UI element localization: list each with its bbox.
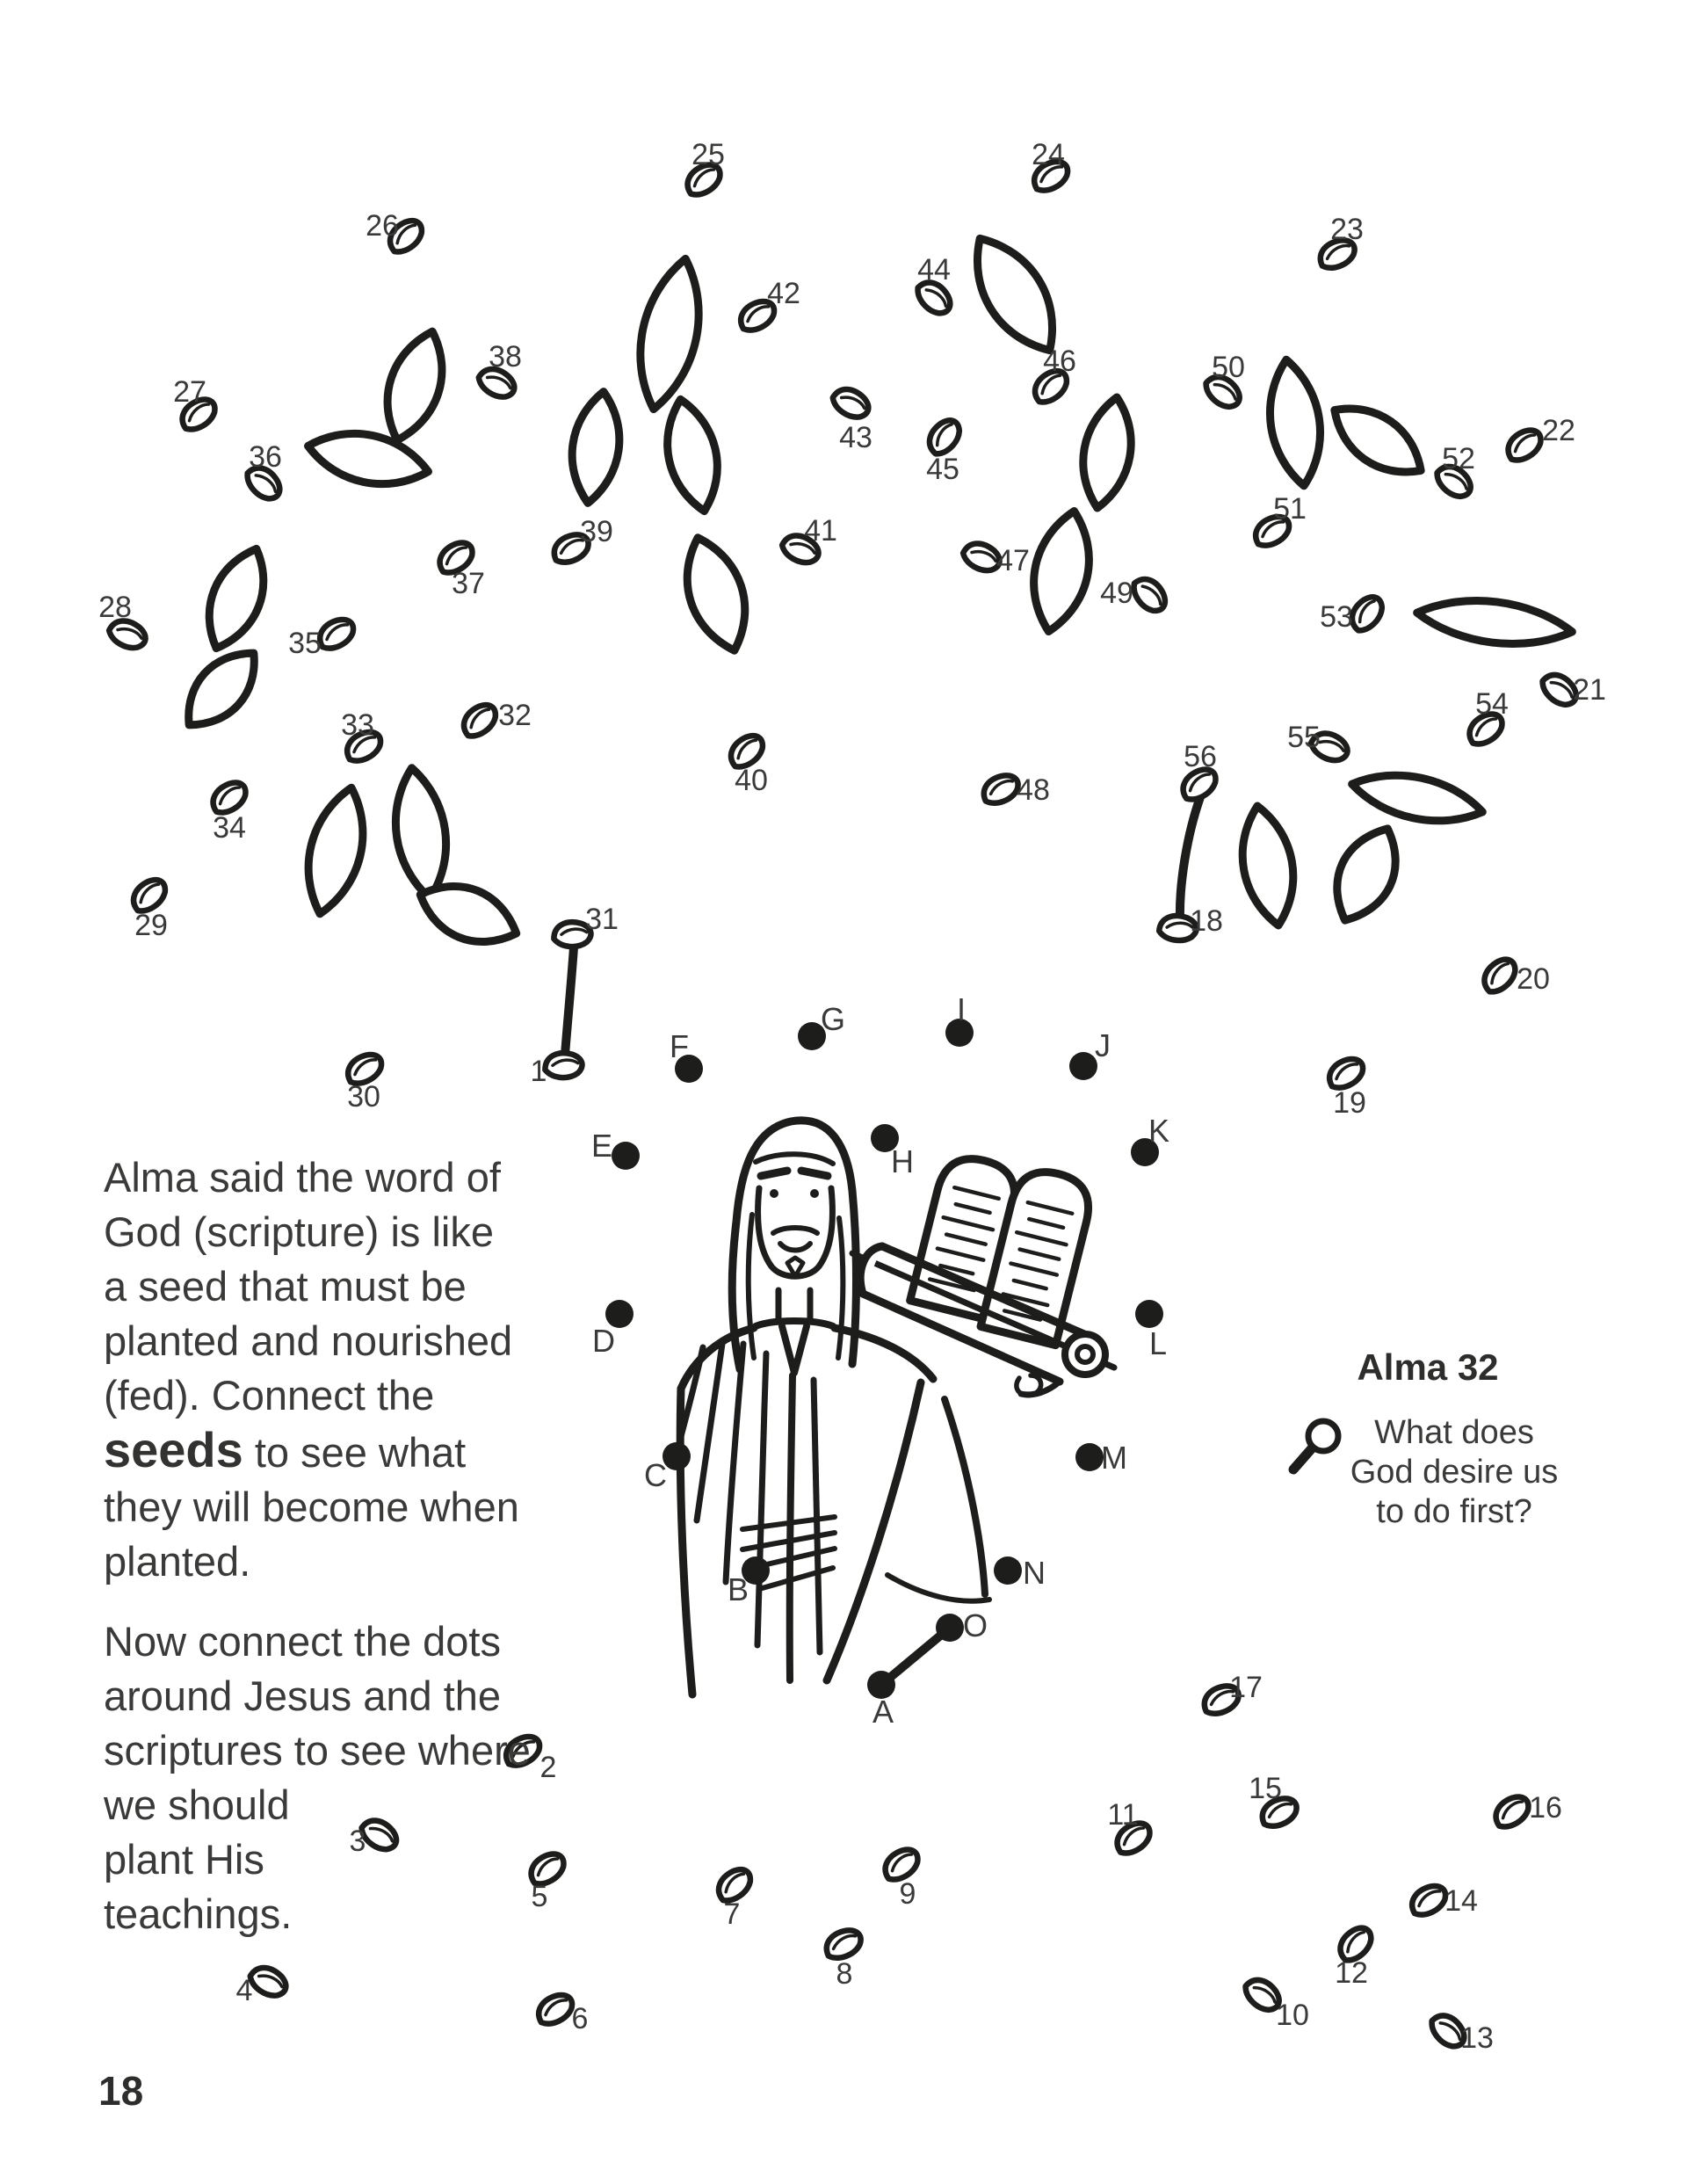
seed-marker[interactable] [535, 1992, 576, 2027]
seed-marker[interactable] [1326, 1056, 1366, 1091]
seed-shape[interactable] [1503, 427, 1546, 463]
seed-shape[interactable] [208, 780, 250, 816]
seed-marker[interactable] [1131, 574, 1169, 617]
seed-number-label: 15 [1249, 1772, 1282, 1805]
leaf-shape [373, 323, 456, 447]
seed-marker[interactable] [1491, 1794, 1533, 1830]
letter-label: I [956, 991, 967, 1027]
seed-number-label: 9 [899, 1877, 916, 1911]
seed-shape[interactable] [1478, 955, 1522, 995]
letter-label: C [644, 1457, 667, 1493]
seed-number-label: 37 [452, 567, 485, 600]
seed-number-label: 7 [723, 1897, 741, 1931]
seed-number-label: 13 [1460, 2021, 1494, 2055]
letter-label: J [1095, 1027, 1111, 1063]
seed-number-label: 6 [571, 2002, 589, 2035]
instructions-paragraph-2: Now connect the dots around Jesus and the scriptures to see where we should plant His teachings. [104, 1618, 531, 1937]
seed-number-label: 53 [1320, 600, 1353, 634]
letter-dot[interactable] [1135, 1300, 1163, 1328]
seed-shape[interactable] [535, 1992, 576, 2027]
seed-number-label: 49 [1100, 577, 1133, 610]
letter-dot[interactable] [994, 1556, 1022, 1585]
seed-number-label: 39 [580, 515, 613, 548]
seed-shape[interactable] [824, 1928, 864, 1960]
letter-label: A [872, 1694, 894, 1730]
seed-number-label: 2 [539, 1751, 557, 1784]
leaf-shape [1321, 817, 1412, 932]
seed-number-label: 55 [1287, 721, 1321, 754]
letter-label: O [962, 1607, 988, 1643]
seed-number-label: 23 [1330, 213, 1364, 246]
seed-number-label: 5 [531, 1880, 548, 1913]
seed-marker[interactable] [1503, 427, 1546, 463]
seed-number-label: 27 [173, 375, 206, 409]
seed-number-label: 19 [1333, 1086, 1366, 1120]
jesus-illustration [677, 1121, 1114, 1694]
seed-shape[interactable] [923, 416, 967, 457]
instructions-paragraph-1: Alma said the word of God (scripture) is like a seed that must be planted and nourished (fed). Connect the seeds to see what they will become when planted. [104, 1154, 519, 1585]
seed-shape[interactable] [829, 381, 872, 424]
seed-number-label: 36 [249, 440, 282, 474]
seed-number-label: 48 [1017, 773, 1050, 807]
seed-marker[interactable] [459, 701, 502, 740]
letter-label: D [592, 1323, 615, 1359]
seed-number-label: 47 [996, 544, 1030, 577]
seed-number-label: 54 [1475, 687, 1509, 721]
leaf-shape [1075, 393, 1140, 512]
seed-number-label: 51 [1273, 492, 1307, 526]
seed-number-label: 44 [917, 253, 951, 287]
seed-number-label: 18 [1190, 904, 1223, 938]
seed-number-label: 11 [1107, 1798, 1139, 1832]
letter-dot[interactable] [612, 1142, 640, 1170]
seed-shape[interactable] [1326, 1056, 1366, 1091]
seed-number-label: 24 [1032, 138, 1065, 171]
seed-number-label: 43 [839, 421, 872, 454]
letter-dot[interactable] [1075, 1443, 1104, 1471]
seed-shape[interactable] [1131, 574, 1169, 617]
scripture-reference-title: Alma 32 [1357, 1346, 1499, 1388]
leaf-shape [1023, 505, 1100, 636]
seed-number-label: 25 [691, 138, 725, 171]
leaf-shape [673, 530, 760, 659]
seed-number-label: 50 [1212, 351, 1245, 384]
leaf-shape [295, 781, 375, 919]
seed-number-label: 4 [235, 1974, 253, 2007]
seed-marker[interactable] [1478, 955, 1522, 995]
seed-shape[interactable] [459, 701, 502, 740]
seed-marker[interactable] [247, 1960, 290, 2003]
seed-marker[interactable] [1408, 1883, 1449, 1918]
page-number: 18 [98, 2068, 144, 2114]
letter-label: N [1023, 1555, 1046, 1591]
seed-number-label: 40 [735, 764, 768, 797]
leaf-shape [387, 765, 454, 902]
leaf-shape [657, 395, 728, 516]
seed-number-label: 22 [1542, 414, 1575, 447]
seed-number-label: 17 [1229, 1671, 1263, 1704]
seed-marker[interactable] [923, 416, 967, 457]
leaf-shape [1348, 764, 1487, 831]
letter-label: G [820, 1001, 846, 1037]
seed-marker[interactable] [981, 773, 1021, 805]
letter-label: L [1148, 1325, 1168, 1361]
letter-label: E [590, 1128, 613, 1164]
seed-marker[interactable] [824, 1928, 864, 1960]
letter-label: B [727, 1571, 749, 1607]
seed-number-label: 35 [288, 627, 322, 660]
seed-number-label: 31 [585, 903, 619, 936]
seed-marker[interactable] [208, 780, 250, 816]
seed-number-label: 30 [347, 1080, 380, 1114]
seed-number-label: 8 [836, 1957, 853, 1991]
seed-shape[interactable] [544, 1048, 584, 1083]
seed-number-label: 33 [341, 708, 374, 742]
leaf-shape [1321, 391, 1434, 490]
leaf-shape [194, 540, 279, 657]
scripture-reference-question: What does God desire us to do first? [1350, 1414, 1559, 1530]
seed-shape[interactable] [316, 617, 357, 651]
seed-number-label: 41 [804, 514, 837, 548]
seed-shape[interactable] [1408, 1883, 1449, 1918]
leaf-shape [1262, 356, 1328, 489]
seed-shape[interactable] [981, 773, 1021, 805]
seed-number-label: 3 [349, 1825, 366, 1858]
letter-label: M [1101, 1440, 1127, 1476]
letter-label: H [891, 1143, 914, 1179]
leaf-shape [1415, 592, 1575, 652]
seed-number-label: 1 [530, 1055, 547, 1088]
seed-number-label: 28 [98, 591, 132, 624]
seed-number-label: 26 [366, 209, 399, 243]
seed-number-label: 32 [498, 699, 532, 732]
leaf-shape [627, 253, 713, 415]
seed-number-label: 21 [1573, 673, 1606, 707]
seed-number-label: 46 [1043, 345, 1076, 378]
seed-marker[interactable] [316, 617, 357, 651]
seed-marker[interactable] [829, 381, 872, 424]
letter-label: K [1148, 1113, 1170, 1149]
leaf-shape [565, 388, 626, 506]
seed-shape[interactable] [1491, 1794, 1533, 1830]
seed-number-label: 16 [1529, 1791, 1562, 1825]
bold-seeds-word: seeds [104, 1422, 243, 1477]
seed-number-label: 42 [767, 277, 800, 310]
seed-number-label: 14 [1444, 1884, 1478, 1918]
stem-line [565, 947, 574, 1055]
leaf-shape [1234, 802, 1303, 930]
seed-number-label: 20 [1517, 962, 1550, 996]
letter-dot[interactable] [936, 1614, 964, 1642]
seed-number-label: 29 [134, 909, 168, 942]
seed-number-label: 45 [926, 453, 959, 486]
seed-number-label: 10 [1276, 1999, 1309, 2032]
seed-number-label: 38 [489, 340, 522, 374]
seed-number-label: 56 [1184, 740, 1217, 773]
seed-number-label: 12 [1335, 1956, 1368, 1990]
seed-shape[interactable] [247, 1960, 290, 2003]
seed-number-label: 34 [213, 811, 246, 845]
letter-dot[interactable] [1069, 1052, 1097, 1080]
stem-line [1180, 797, 1200, 919]
seed-marker[interactable] [544, 1048, 584, 1083]
letter-label: F [670, 1028, 689, 1064]
leaf-shape [172, 638, 272, 741]
seed-number-label: 52 [1442, 442, 1475, 475]
